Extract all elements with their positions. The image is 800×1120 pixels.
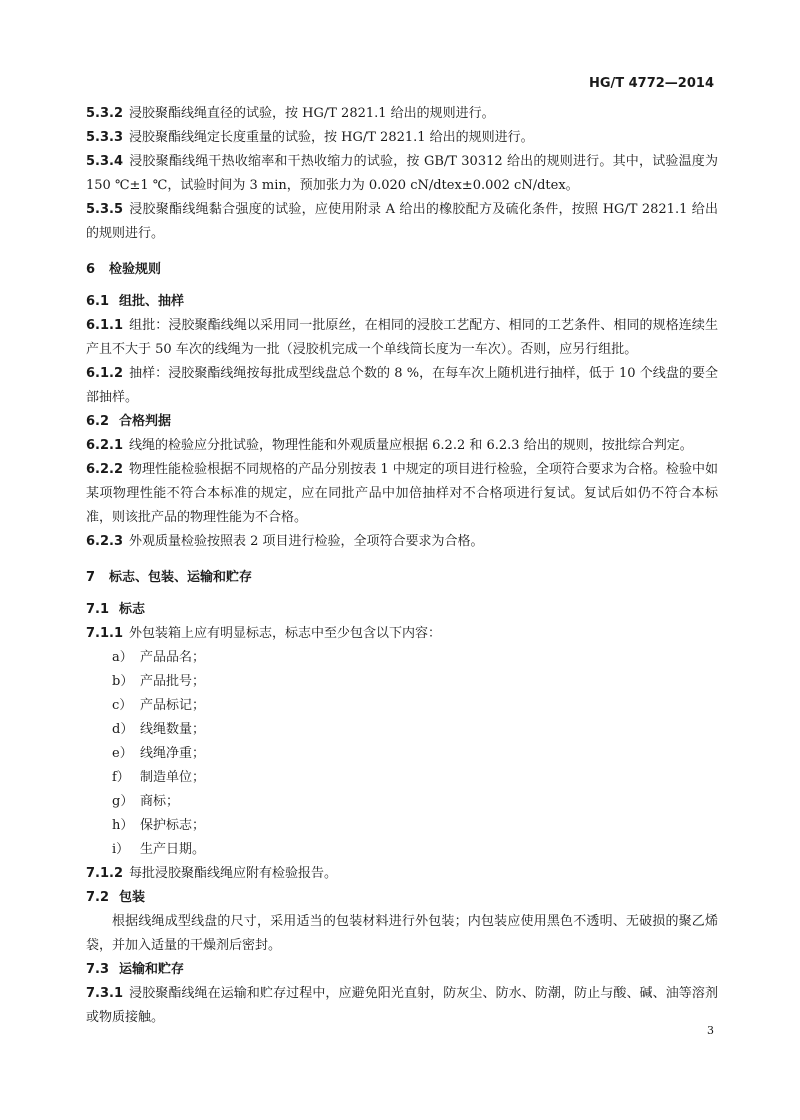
clause-6-1-1: 6.1.1 组批：浸胶聚酯线绳以采用同一批原丝，在相同的浸胶工艺配方、相同的工艺条件、相同的规格连续生产且不大于 50 车次的线绳为一批（浸胶机完成一个单线筒长度为一车次）。否则，应另行组批。: [86, 318, 718, 357]
list-item: i） 生产日期。: [112, 842, 206, 857]
list-item: f） 制造单位；: [112, 770, 206, 785]
clause-5-3-4: 5.3.4 浸胶聚酯线绳干热收缩率和干热收缩力的试验，按 GB/T 30312 给出的规则进行。其中，试验温度为 150 ℃±1 ℃，试验时间为 3 min，预加张力为 0.020 cN/dtex±0.002 cN/dtex。: [86, 154, 718, 193]
clause-7-1-2: 7.1.2 每批浸胶聚酯线绳应附有检验报告。: [86, 866, 338, 881]
list-item: a） 产品品名；: [112, 650, 206, 665]
clause-6-1-2: 6.1.2 抽样：浸胶聚酯线绳按每批成型线盘总个数的 8 %，在每车次上随机进行抽样，低于 10 个线盘的要全部抽样。: [86, 366, 718, 405]
list-item: h） 保护标志；: [112, 818, 206, 833]
section-6-2-heading: 6.2 合格判据: [86, 414, 172, 429]
clause-5-3-2: 5.3.2 浸胶聚酯线绳直径的试验，按 HG/T 2821.1 给出的规则进行。: [86, 106, 495, 121]
list-item: b） 产品批号；: [112, 674, 206, 689]
clause-6-2-2: 6.2.2 物理性能检验根据不同规格的产品分别按表 1 中规定的项目进行检验，全项符合要求为合格。检验中如某项物理性能不符合本标准的规定，应在同批产品中加倍抽样对不合格项进行复试。复试后如仍不符合本标准，则该批产品的物理性能为不合格。: [86, 462, 718, 525]
section-7-3-heading: 7.3 运输和贮存: [86, 962, 185, 977]
section-7-2-heading: 7.2 包装: [86, 890, 146, 905]
clause-5-3-3: 5.3.3 浸胶聚酯线绳定长度重量的试验，按 HG/T 2821.1 给出的规则进行。: [86, 130, 534, 145]
clause-6-2-3: 6.2.3 外观质量检验按照表 2 项目进行检验，全项符合要求为合格。: [86, 534, 484, 549]
document-body: [86, 102, 718, 1030]
list-item: e） 线绳净重；: [112, 746, 206, 761]
label-content-list: [86, 646, 718, 862]
clause-5-3-5: 5.3.5 浸胶聚酯线绳黏合强度的试验，应使用附录 A 给出的橡胶配方及硫化条件，按照 HG/T 2821.1 给出的规则进行。: [86, 202, 718, 241]
section-7-heading: 7 标志、包装、运输和贮存: [86, 570, 253, 585]
clause-7-3-1: 7.3.1 浸胶聚酯线绳在运输和贮存过程中，应避免阳光直射，防灰尘、防水、防潮，防止与酸、碱、油等溶剂或物质接触。: [86, 986, 718, 1025]
section-7-1-heading: 7.1 标志: [86, 602, 146, 617]
clause-7-1-1: 7.1.1 外包装箱上应有明显标志，标志中至少包含以下内容：: [86, 626, 442, 641]
list-item: d） 线绳数量；: [112, 722, 206, 737]
standard-code: HG/T 4772—2014: [588, 76, 714, 91]
list-item: g） 商标；: [112, 794, 180, 809]
clause-7-2-text: 根据线绳成型线盘的尺寸，采用适当的包装材料进行外包装；内包装应使用黑色不透明、无破损的聚乙烯袋，并加入适量的干燥剂后密封。: [86, 914, 718, 953]
page-number: 3: [707, 1024, 714, 1037]
section-6-1-heading: 6.1 组批、抽样: [86, 294, 185, 309]
section-6-heading: 6 检验规则: [86, 262, 162, 277]
clause-6-2-1: 6.2.1 线绳的检验应分批试验，物理性能和外观质量应根据 6.2.2 和 6.2.3 给出的规则，按批综合判定。: [86, 438, 693, 453]
list-item: c） 产品标记；: [112, 698, 206, 713]
